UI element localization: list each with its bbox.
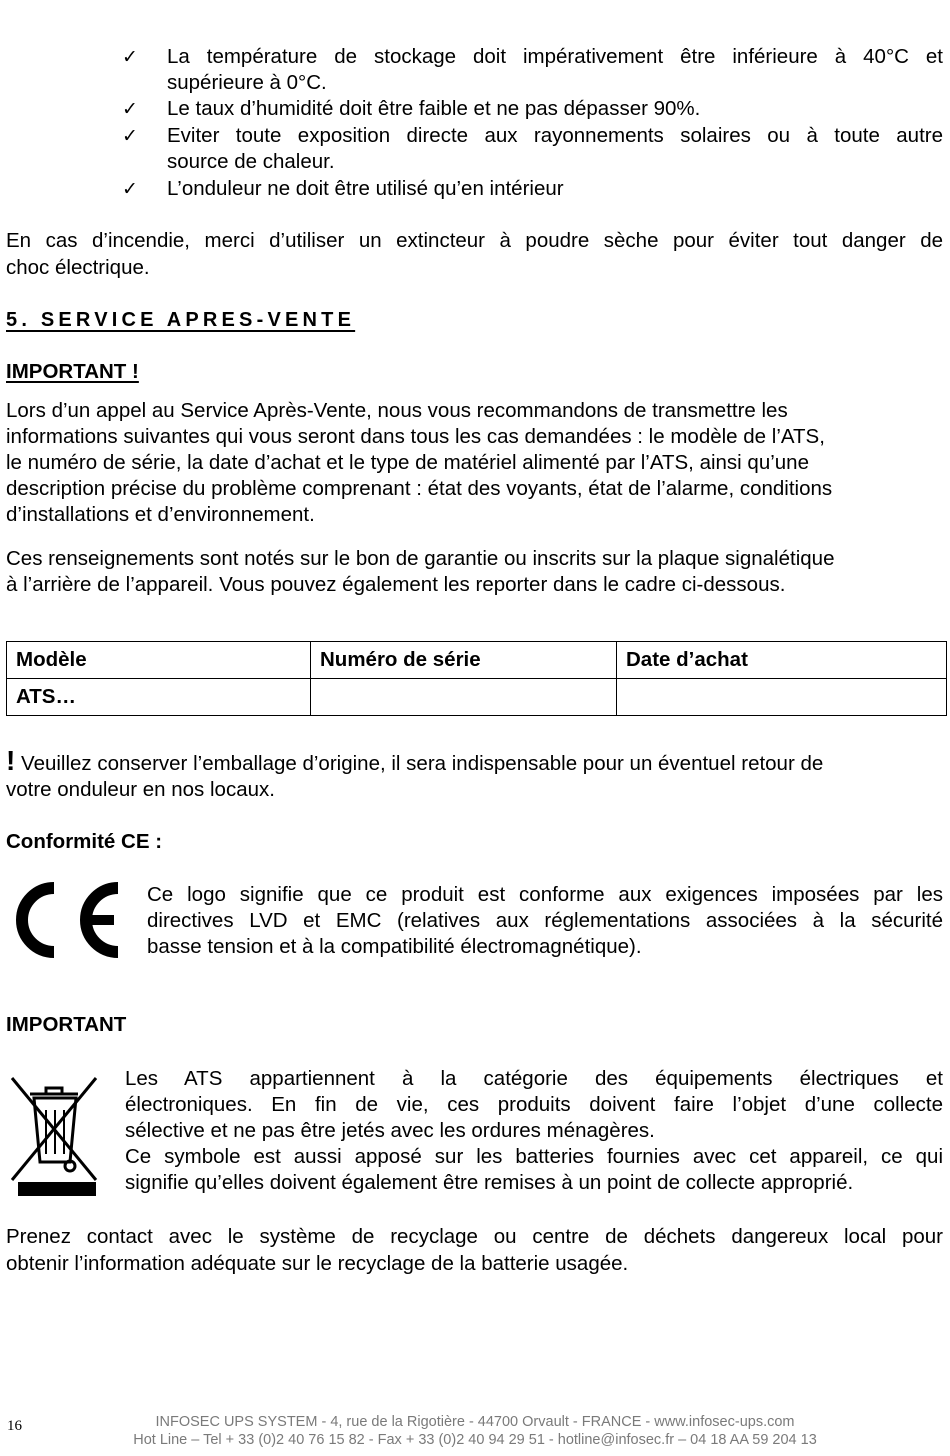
weee-text-line: sélective et ne pas être jetés avec les ordures ménagères.: [125, 1119, 655, 1142]
checkmark-icon: ✓: [122, 46, 138, 68]
recycle-paragraph-line-2: obtenir l’information adéquate sur le recyclage de la batterie usagée.: [6, 1252, 629, 1275]
checklist-item-1-line-2: supérieure à 0°C.: [167, 71, 327, 94]
ce-text-line: Ce logo signifie que ce produit est conforme aux exigences imposées par les: [147, 883, 943, 906]
ce-text: [147, 882, 943, 960]
ce-heading: Conformité CE :: [6, 830, 163, 853]
fire-paragraph-line-2: choc électrique.: [6, 256, 150, 279]
section-title: 5. SERVICE APRES-VENTE: [6, 309, 356, 331]
weee-text-line: Les ATS appartiennent à la catégorie des équipements électriques et: [125, 1067, 943, 1090]
service-paragraph-line: informations suivantes qui vous seront dans tous les cas demandées : le modèle de l’ATS,: [6, 425, 825, 448]
checklist-item-2: Le taux d’humidité doit être faible et ne pas dépasser 90%.: [167, 97, 701, 120]
checklist-item-3-line-1: Eviter toute exposition directe aux rayonnements solaires ou à toute autre: [167, 124, 943, 147]
table-cell-model: ATS…: [7, 679, 311, 716]
weee-text: [125, 1066, 943, 1196]
table-header-date: Date d’achat: [617, 642, 947, 679]
fire-paragraph-line-1: En cas d’incendie, merci d’utiliser un extincteur à poudre sèche pour éviter tout danger de: [6, 229, 943, 252]
checklist-item-1-line-1: La température de stockage doit impérativement être inférieure à 40°C et: [167, 45, 943, 68]
table-cell-serial: [311, 679, 617, 716]
recycle-paragraph-line-1: Prenez contact avec le système de recyclage ou centre de déchets dangereux local pour: [6, 1225, 943, 1248]
service-paragraph-line: d’installations et d’environnement.: [6, 503, 315, 526]
important-heading-2: IMPORTANT: [6, 1013, 127, 1036]
info-paragraph: [6, 546, 834, 598]
table-row: [7, 679, 947, 716]
ce-text-line: directives LVD et EMC (relatives aux réglementations associées à la sécurité: [147, 909, 943, 932]
service-paragraph-line: Lors d’un appel au Service Après-Vente, nous vous recommandons de transmettre les: [6, 399, 788, 422]
checkmark-icon: ✓: [122, 178, 138, 200]
page-number: 16: [7, 1418, 22, 1434]
weee-text-line: signifie qu’elles doivent également être remises à un point de collecte approprié.: [125, 1171, 854, 1194]
info-paragraph-line: à l’arrière de l’appareil. Vous pouvez également les reporter dans le cadre ci-dessous.: [6, 573, 786, 596]
weee-text-line: électroniques. En fin de vie, ces produits doivent faire l’objet d’une collecte: [125, 1093, 943, 1116]
table-header-model: Modèle: [7, 642, 311, 679]
service-paragraph-line: description précise du problème comprenant : état des voyants, état de l’alarme, conditions: [6, 477, 833, 500]
checklist-item-4: L’onduleur ne doit être utilisé qu’en intérieur: [167, 177, 564, 200]
important-heading: IMPORTANT !: [6, 360, 139, 383]
table-cell-date: [617, 679, 947, 716]
ce-text-line: basse tension et à la compatibilité électromagnétique).: [147, 935, 642, 958]
crossed-out-wheelie-bin-icon: [8, 1070, 100, 1198]
exclamation-mark: !: [6, 745, 16, 776]
packaging-note-line-2: votre onduleur en nos locaux.: [6, 778, 275, 801]
weee-text-line: Ce symbole est aussi apposé sur les batteries fournies avec cet appareil, ce qui: [125, 1145, 943, 1168]
packaging-note-text: Veuillez conserver l’emballage d’origine, il sera indispensable pour un éventuel retour de: [15, 752, 824, 775]
info-paragraph-line: Ces renseignements sont notés sur le bon de garantie ou inscrits sur la plaque signalétique: [6, 547, 835, 570]
service-paragraph: [6, 398, 832, 528]
packaging-note-line-1: [6, 745, 943, 777]
checkmark-icon: ✓: [122, 98, 138, 120]
checklist-item-3-line-2: source de chaleur.: [167, 150, 335, 173]
table-header-row: [7, 642, 947, 679]
ce-mark-logo: [12, 880, 120, 960]
footer-line-2: Hot Line – Tel + 33 (0)2 40 76 15 82 - Fax + 33 (0)2 40 94 29 51 - hotline@infosec.fr – 04 18 AA 59 204 13: [133, 1432, 817, 1448]
service-paragraph-line: le numéro de série, la date d’achat et le type de matériel alimenté par l’ATS, ainsi qu’une: [6, 451, 809, 474]
product-info-table: [6, 641, 947, 716]
footer-line-1: INFOSEC UPS SYSTEM - 4, rue de la Rigotière - 44700 Orvault - FRANCE - www.infosec-ups.com: [155, 1414, 795, 1430]
table-header-serial: Numéro de série: [311, 642, 617, 679]
checkmark-icon: ✓: [122, 125, 138, 147]
